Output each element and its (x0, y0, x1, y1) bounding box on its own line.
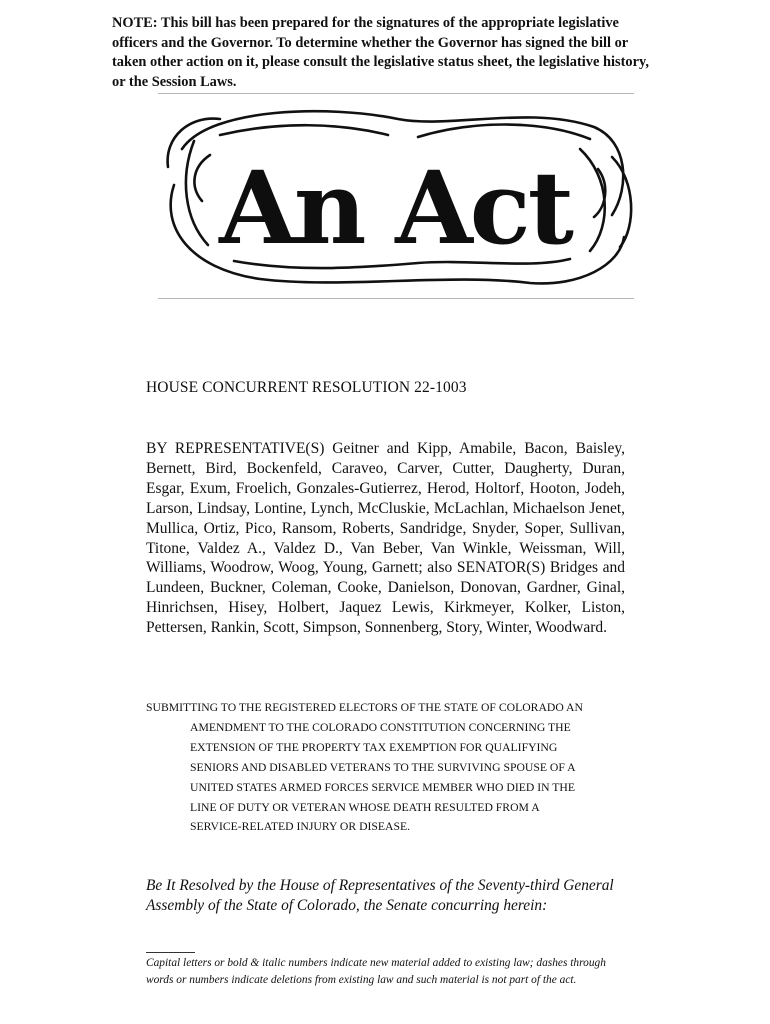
footnote: Capital letters or bold & italic numbers indicate new material added to existing law; dashes through words or numbers indicate deletions from existing law and such material is not part of the act. (146, 957, 606, 986)
an-act-wordmark: An Act (219, 149, 571, 267)
sponsors-list: BY REPRESENTATIVE(S) Geitner and Kipp, Amabile, Bacon, Baisley, Bernett, Bird, Bockenfeld, Caraveo, Carver, Cutter, Daugherty, Duran, Esgar, Exum, Froelich, Gonzales-Gutierrez, Herod, Holtorf, Hooton, Jodeh, Larson, Lindsay, Lontine, Lynch, McCluskie, McLachlan, Michaelson Jenet, Mullica, Ortiz, Pico, Ransom, Roberts, Sandridge, Snyder, Soper, Sullivan, Titone, Valdez A., Valdez D., Van Beber, Van Winkle, Weissman, Will, Williams, Woodrow, Woog, Young, Garnett; also SENATOR(S) Bridges and Lundeen, Buckner, Coleman, Cooke, Danielson, Donovan, Gardner, Ginal, Hinrichsen, Hisey, Holbert, Jaquez Lewis, Kirkmeyer, Kolker, Liston, Pettersen, Rankin, Scott, Simpson, Sonnenberg, Story, Winter, Woodward. (146, 440, 625, 637)
title-line: SUBMITTING TO THE REGISTERED ELECTORS OF THE STATE OF COLORADO AN (146, 701, 583, 714)
top-divider (158, 93, 634, 94)
signature-note: NOTE: This bill has been prepared for the signatures of the appropriate legislative officers and the Governor. To determine whether the Governor has signed the bill or taken other action on it, please consult the legislative status sheet, the legislative history, or the Session Laws. (112, 15, 649, 90)
title-line: AMENDMENT TO THE COLORADO CONSTITUTION CONCERNING THE (190, 720, 571, 734)
an-act-seal (150, 97, 640, 295)
title-line: UNITED STATES ARMED FORCES SERVICE MEMBER WHO DIED IN THE (190, 780, 576, 794)
title-line: LINE OF DUTY OR VETERAN WHOSE DEATH RESULTED FROM A (190, 800, 540, 814)
title-line: EXTENSION OF THE PROPERTY TAX EXEMPTION FOR QUALIFYING (190, 740, 558, 754)
resolving-clause: Be It Resolved by the House of Representatives of the Seventy-third General Assembly of the State of Colorado, the Senate concurring herein: (146, 877, 614, 914)
footnote-divider (146, 952, 195, 953)
title-line: SENIORS AND DISABLED VETERANS TO THE SURVIVING SPOUSE OF A (190, 760, 576, 774)
bill-number: HOUSE CONCURRENT RESOLUTION 22-1003 (146, 379, 467, 396)
resolution-title (146, 698, 625, 837)
title-line: SERVICE-RELATED INJURY OR DISEASE. (190, 820, 411, 834)
bottom-divider (158, 298, 634, 299)
